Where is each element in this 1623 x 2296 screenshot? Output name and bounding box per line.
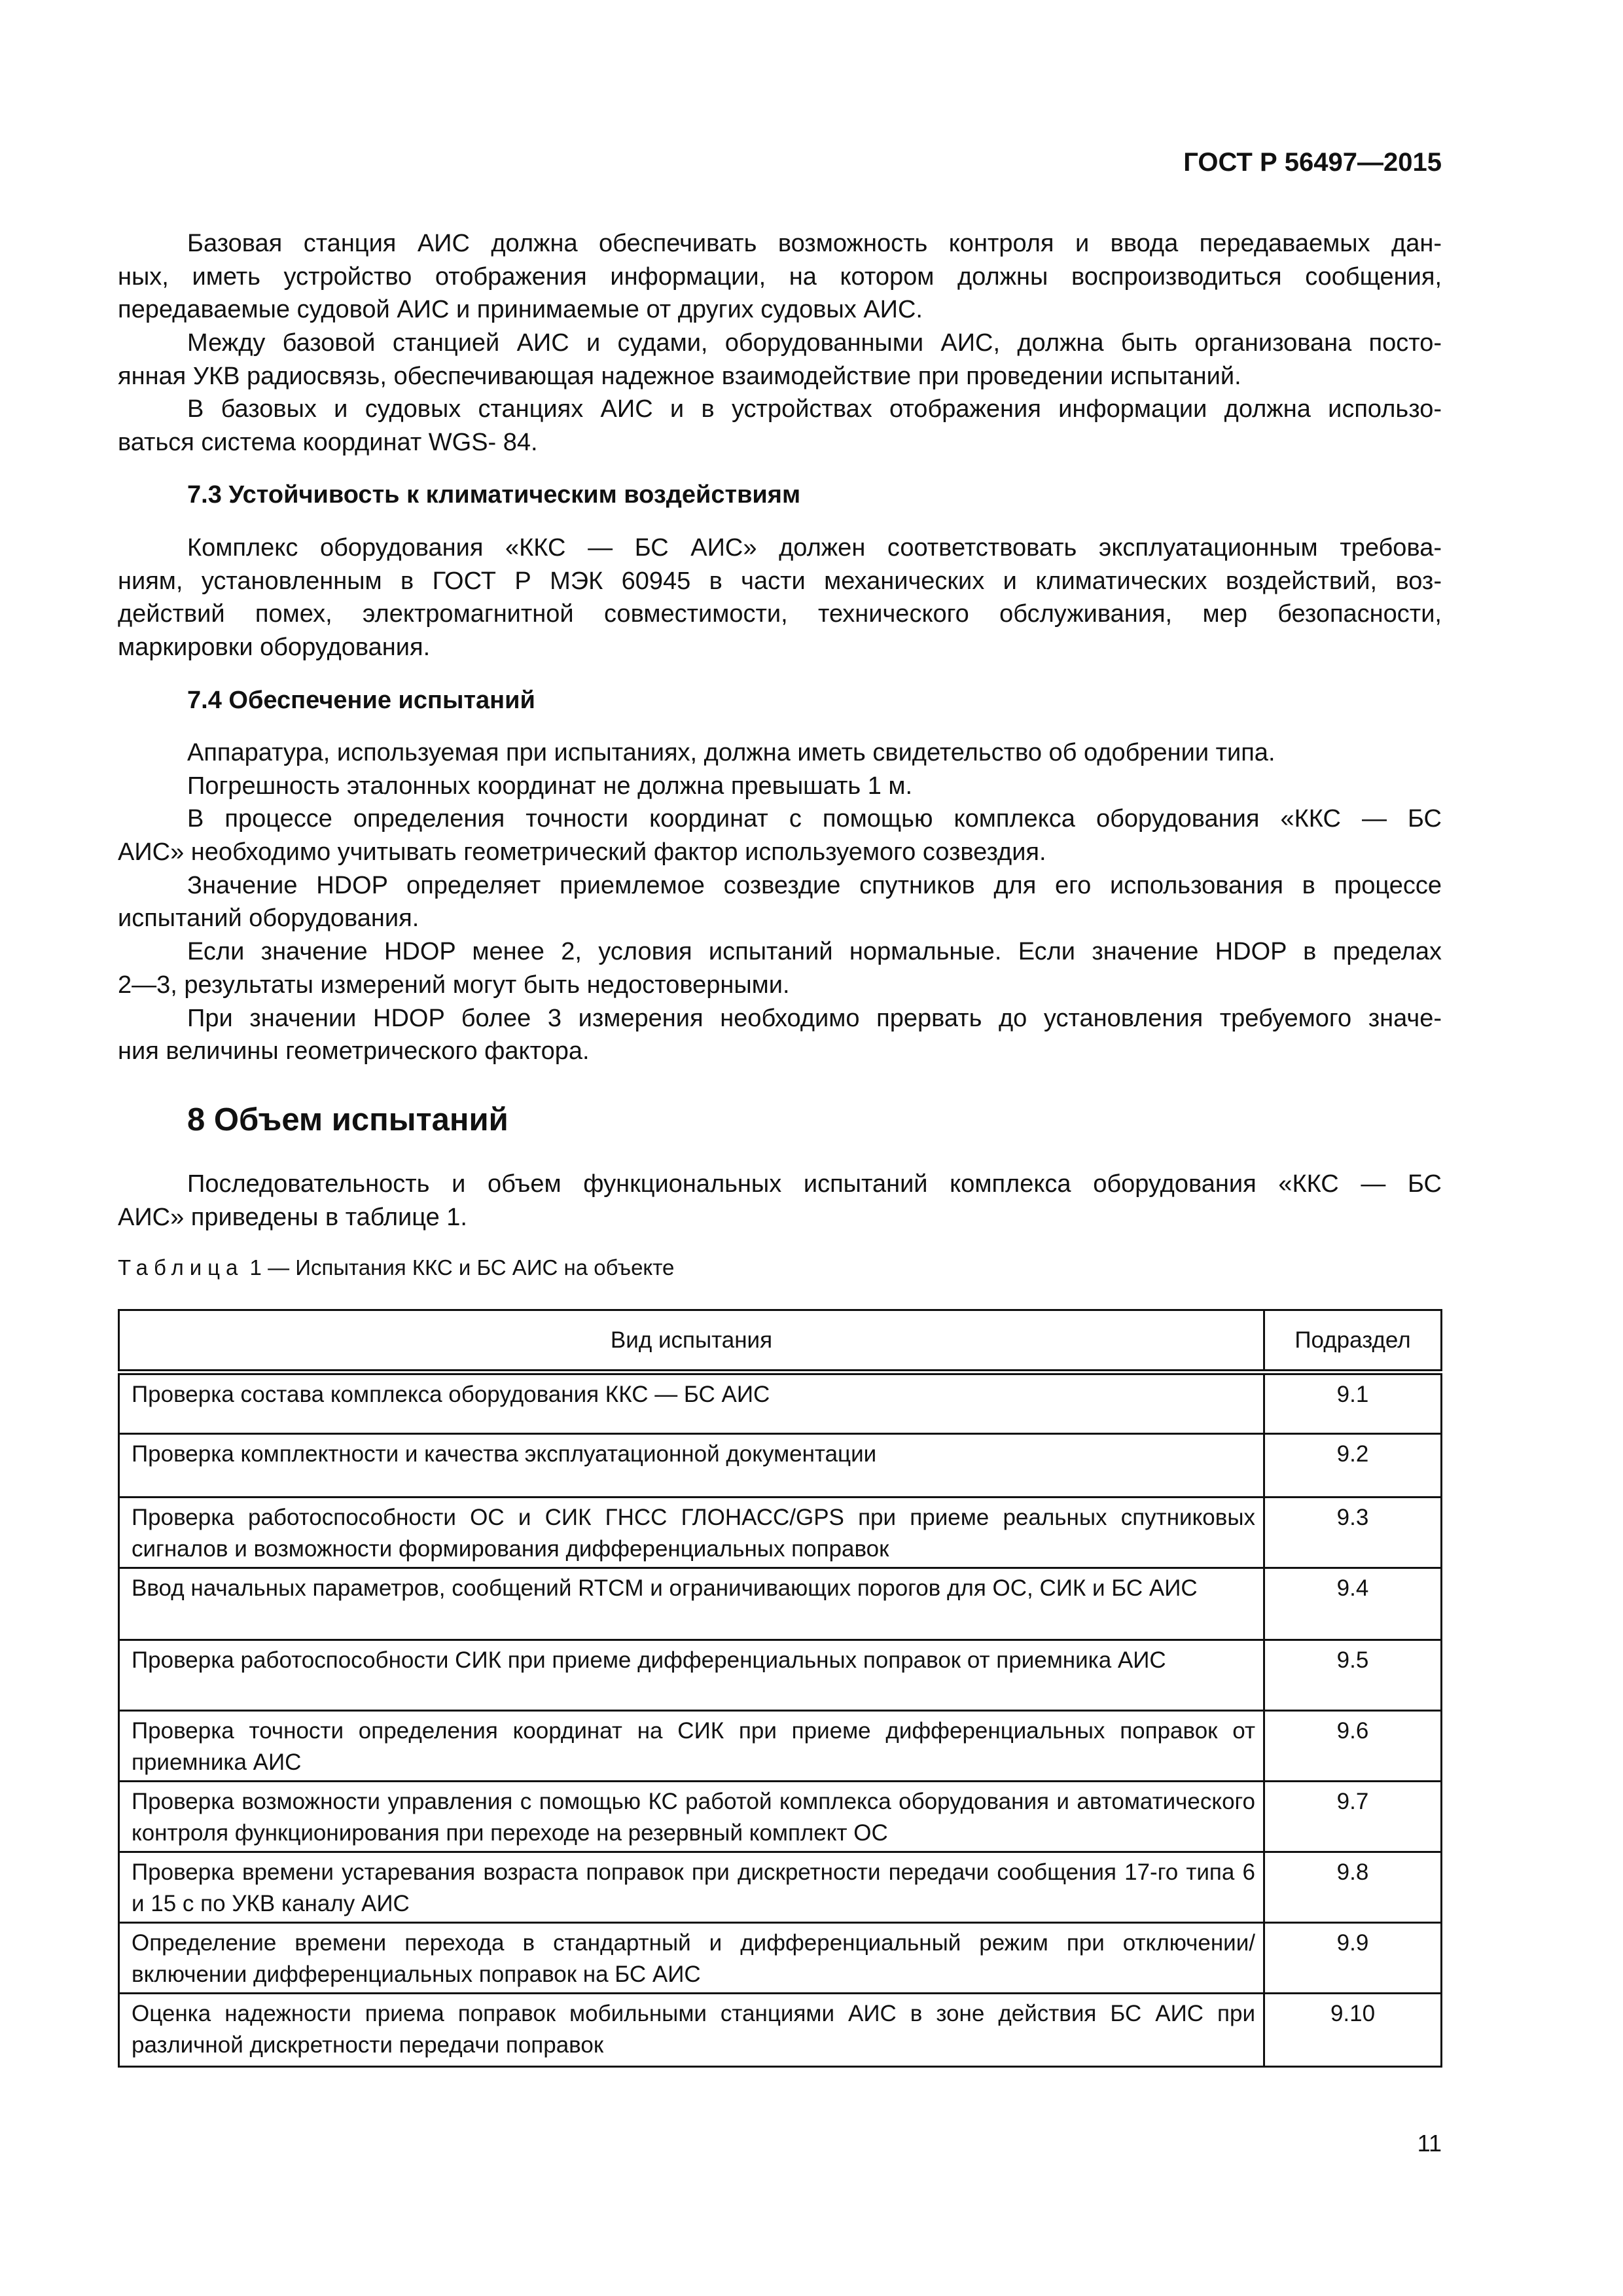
heading-7-4: 7.4 Обеспечение испытаний: [187, 687, 535, 714]
paragraph-line: Если значение HDOP менее 2, условия испытаний нормальные. Если значение HDOP в пределах: [187, 938, 1442, 966]
subsection-cell: 9.6: [1264, 1711, 1442, 1782]
section-8-text: [118, 1168, 1442, 1234]
paragraph-line: Значение HDOP определяет приемлемое созвездие спутников для его использования в процессе: [187, 871, 1442, 899]
document-id: ГОСТ Р 56497—2015: [1183, 148, 1442, 177]
test-type-cell: Проверка комплектности и качества эксплуатационной документации: [119, 1434, 1264, 1498]
test-type-cell: Оценка надежности приема поправок мобильными станциями АИС в зоне действия БС АИС при различной дискретности передачи поправок: [119, 1994, 1264, 2067]
subsection-cell: 9.7: [1264, 1782, 1442, 1852]
test-type-cell: Определение времени перехода в стандартный и дифференциальный режим при отключении/ включении дифференциальных поправок на БС АИС: [119, 1923, 1264, 1994]
heading-8: 8 Объем испытаний: [187, 1102, 508, 1138]
paragraph-line: Комплекс оборудования «ККС — БС АИС» должен соответствовать эксплуатационным требова-: [187, 534, 1442, 562]
header-subsection: Подраздел: [1264, 1310, 1442, 1372]
paragraph-line: Погрешность эталонных координат не должна превышать 1 м.: [187, 772, 913, 800]
page-number: 11: [1417, 2130, 1442, 2157]
test-type-cell: Ввод начальных параметров, сообщений RTCM и ограничивающих порогов для ОС, СИК и БС АИС: [119, 1568, 1264, 1640]
paragraph-line: янная УКВ радиосвязь, обеспечивающая надежное взаимодействие при проведении испытаний.: [118, 362, 1241, 390]
paragraph-line: АИС» приведены в таблице 1.: [118, 1203, 467, 1231]
test-type-cell: Проверка возможности управления с помощью КС работой комплекса оборудования и автоматического контроля функционирования при переходе на резервный комплект ОС: [119, 1782, 1264, 1852]
table-row: [119, 1372, 1442, 1434]
tests-table: [118, 1309, 1442, 2068]
table-header-row: [119, 1310, 1442, 1372]
subsection-cell: 9.10: [1264, 1994, 1442, 2067]
table-row: [119, 1782, 1442, 1852]
table-row: [119, 1568, 1442, 1640]
section-7-3-text: [118, 531, 1442, 664]
header-test-type: Вид испытания: [119, 1310, 1264, 1372]
paragraph-line: В базовых и судовых станциях АИС и в устройствах отображения информации должна использо-: [187, 395, 1442, 423]
paragraph-line: 2—3, результаты измерений могут быть недостоверными.: [118, 971, 790, 999]
table-row: [119, 1923, 1442, 1994]
paragraph-line: В процессе определения точности координат с помощью комплекса оборудования «ККС — БС: [187, 805, 1442, 833]
paragraph-line: Между базовой станцией АИС и судами, оборудованными АИС, должна быть организована посто-: [187, 329, 1442, 357]
paragraph-line: действий помех, электромагнитной совместимости, технического обслуживания, мер безопасности,: [118, 600, 1442, 628]
test-type-cell: Проверка точности определения координат на СИК при приеме дифференциальных поправок от приемника АИС: [119, 1711, 1264, 1782]
table-row: [119, 1434, 1442, 1498]
paragraph-line: передаваемые судовой АИС и принимаемые от других судовых АИС.: [118, 296, 923, 324]
subsection-cell: 9.5: [1264, 1640, 1442, 1711]
table-row: [119, 1711, 1442, 1782]
heading-7-3: 7.3 Устойчивость к климатическим воздействиям: [187, 481, 801, 509]
section-7-4-text: [118, 736, 1442, 1068]
subsection-cell: 9.2: [1264, 1434, 1442, 1498]
paragraph-line: Базовая станция АИС должна обеспечивать возможность контроля и ввода передаваемых дан-: [187, 230, 1442, 257]
paragraph-line: АИС» необходимо учитывать геометрический фактор используемого созвездия.: [118, 838, 1046, 867]
table-row: [119, 1852, 1442, 1923]
subsection-cell: 9.8: [1264, 1852, 1442, 1923]
paragraph-line: Аппаратура, используемая при испытаниях, должна иметь свидетельство об одобрении типа.: [187, 739, 1275, 766]
paragraph-line: ных, иметь устройство отображения информации, на котором должны воспроизводиться сообщения,: [118, 262, 1442, 291]
paragraph-line: ния величины геометрического фактора.: [118, 1037, 590, 1066]
test-type-cell: Проверка состава комплекса оборудования ККС — БС АИС: [119, 1372, 1264, 1434]
paragraph-line: Последовательность и объем функциональных испытаний комплекса оборудования «ККС — БС: [187, 1170, 1442, 1198]
test-type-cell: Проверка работоспособности СИК при приеме дифференциальных поправок от приемника АИС: [119, 1640, 1264, 1711]
subsection-cell: 9.1: [1264, 1372, 1442, 1434]
test-type-cell: Проверка работоспособности ОС и СИК ГНСС ГЛОНАСС/GPS при приеме реальных спутниковых сигналов и возможности формирования дифференциальных поправок: [119, 1498, 1264, 1568]
subsection-cell: 9.3: [1264, 1498, 1442, 1568]
paragraph-line: При значении HDOP более 3 измерения необходимо прервать до установления требуемого значе-: [187, 1004, 1442, 1032]
table-row: [119, 1640, 1442, 1711]
table-caption: [118, 1255, 674, 1280]
table-row: [119, 1498, 1442, 1568]
table-caption-label: Таблица: [118, 1255, 244, 1280]
test-type-cell: Проверка времени устаревания возраста поправок при дискретности передачи сообщения 17-го типа 6 и 15 с по УКВ каналу АИС: [119, 1852, 1264, 1923]
table-row: [119, 1994, 1442, 2067]
subsection-cell: 9.4: [1264, 1568, 1442, 1640]
table-caption-text: 1 — Испытания ККС и БС АИС на объекте: [243, 1255, 675, 1280]
paragraph-line: испытаний оборудования.: [118, 905, 419, 933]
subsection-cell: 9.9: [1264, 1923, 1442, 1994]
paragraph-line: ваться система координат WGS- 84.: [118, 429, 538, 457]
paragraph-line: маркировки оборудования.: [118, 634, 431, 662]
paragraph-line: ниям, установленным в ГОСТ Р МЭК 60945 в части механических и климатических воздействий, воз-: [118, 567, 1442, 595]
intro-text: [118, 227, 1442, 459]
